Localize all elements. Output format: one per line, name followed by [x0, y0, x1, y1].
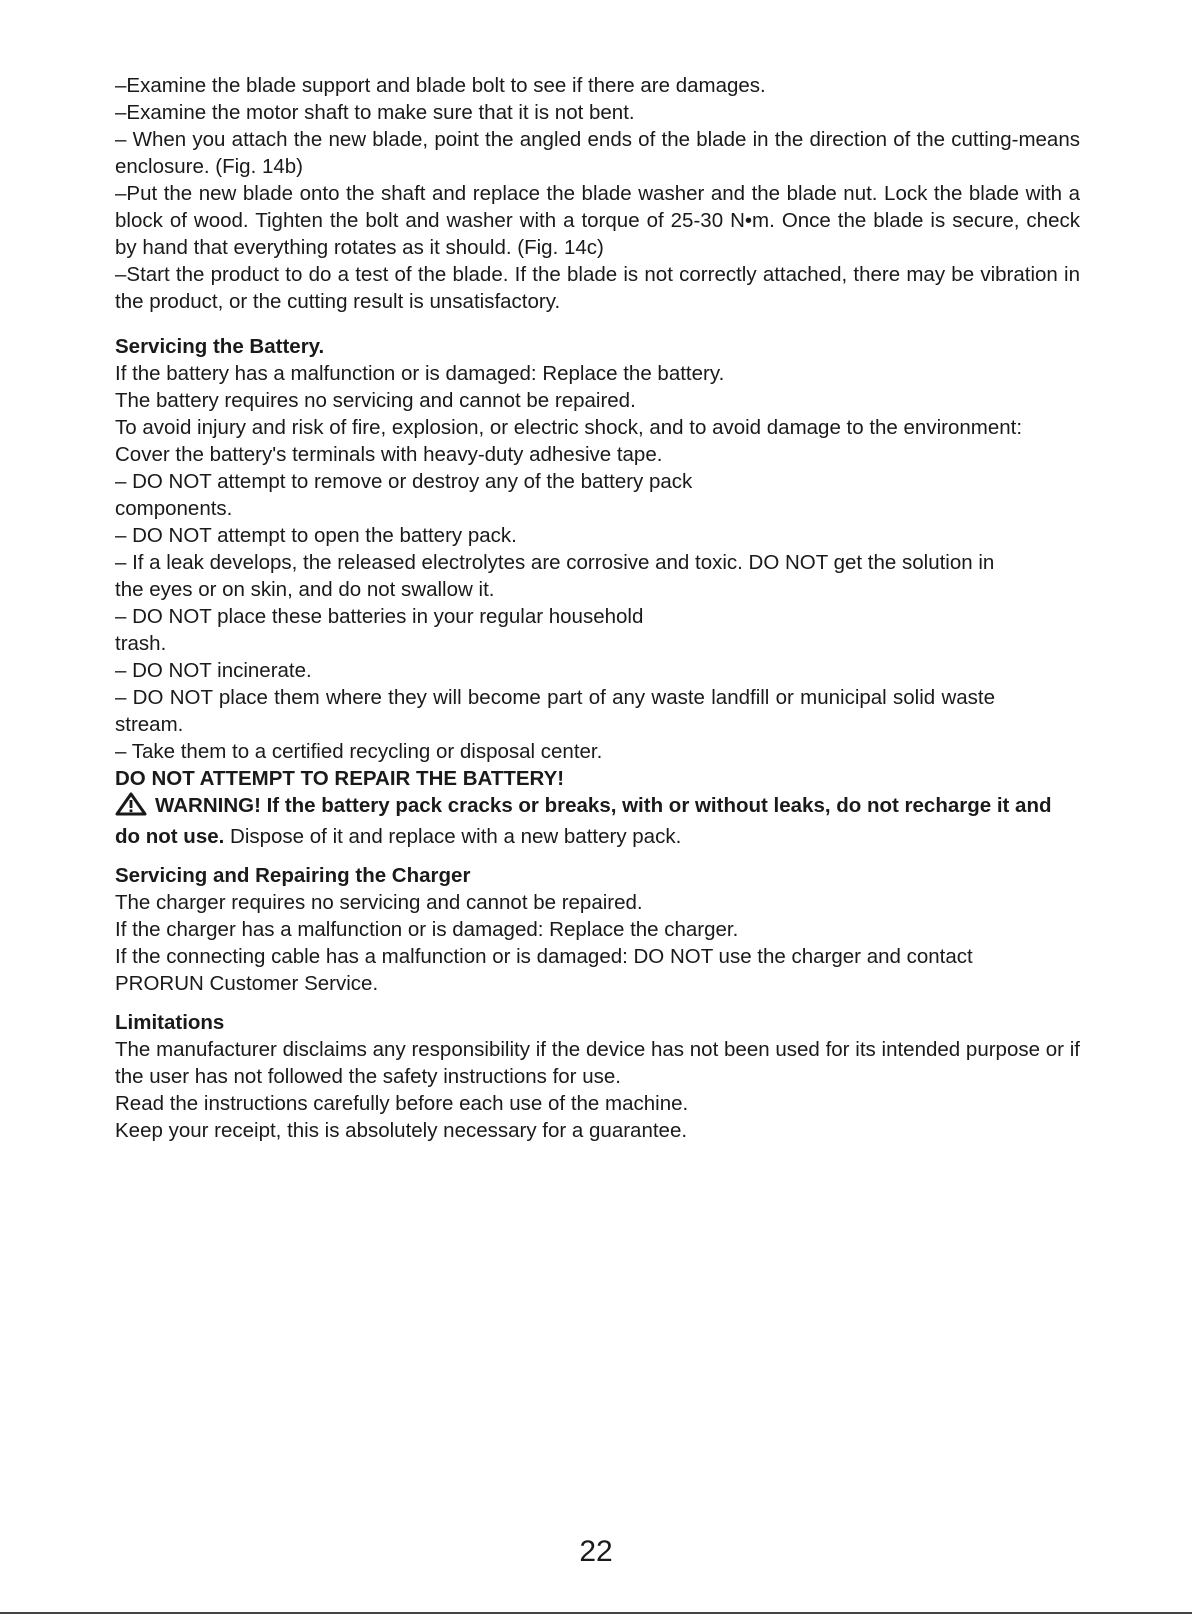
battery-line: To avoid injury and risk of fire, explosion, or electric shock, and to avoid damage to the environment: [115, 416, 1023, 439]
limitations-section [115, 1009, 1080, 1144]
battery-line: The battery requires no servicing and cannot be repaired. [115, 389, 636, 412]
charger-line: PRORUN Customer Service. [115, 972, 379, 995]
charger-line: If the connecting cable has a malfunction or is damaged: DO NOT use the charger and contact [115, 945, 973, 968]
blade-step: –Put the new blade onto the shaft and replace the blade washer and the blade nut. Lock the blade with a block of wood. Tighten the bolt and washer with a torque of 25-30 N•m. Once the blade is secure, check by hand that everything rotates as it should. (Fig. 14c) [115, 182, 1080, 259]
battery-line: the eyes or on skin, and do not swallow it. [115, 578, 495, 601]
battery-line: – DO NOT attempt to remove or destroy any of the battery pack [115, 470, 693, 493]
battery-line: – If a leak develops, the released electrolytes are corrosive and toxic. DO NOT get the solution in [115, 551, 995, 574]
charger-line: The charger requires no servicing and cannot be repaired. [115, 891, 643, 914]
battery-line: Cover the battery's terminals with heavy-duty adhesive tape. [115, 443, 663, 466]
limitations-line: Keep your receipt, this is absolutely necessary for a guarantee. [115, 1119, 688, 1142]
warning-triangle-icon [115, 792, 147, 823]
blade-step: –Examine the motor shaft to make sure that it is not bent. [115, 101, 635, 124]
limitations-line: Read the instructions carefully before each use of the machine. [115, 1092, 689, 1115]
battery-line: – DO NOT attempt to open the battery pack. [115, 524, 517, 547]
manual-page-content [115, 72, 1080, 1144]
battery-heading: Servicing the Battery. [115, 335, 325, 358]
limitations-intro: The manufacturer disclaims any responsibility if the device has not been used for its intended purpose or if the user has not followed the safety instructions for use. [115, 1038, 1080, 1088]
page-number: 22 [579, 1535, 613, 1568]
battery-line: components. [115, 497, 233, 520]
battery-warning-bold: WARNING! If the battery pack cracks or breaks, with or without leaks, do not recharge it and do not use. [115, 794, 1052, 848]
battery-landfill-line: – DO NOT place them where they will become part of any waste landfill or municipal solid waste stream. [115, 686, 995, 736]
battery-line: If the battery has a malfunction or is damaged: Replace the battery. [115, 362, 725, 385]
bottom-rule [0, 1612, 1192, 1614]
charger-heading: Servicing and Repairing the Charger [115, 864, 471, 887]
battery-warning-rest: Dispose of it and replace with a new battery pack. [224, 825, 682, 848]
blade-step: –Start the product to do a test of the blade. If the blade is not correctly attached, there may be vibration in the product, or the cutting result is unsatisfactory. [115, 263, 1080, 313]
limitations-heading: Limitations [115, 1011, 225, 1034]
blade-step: –Examine the blade support and blade bolt to see if there are damages. [115, 74, 766, 97]
charger-line: If the charger has a malfunction or is damaged: Replace the charger. [115, 918, 739, 941]
battery-warning-paragraph [115, 792, 1080, 850]
battery-section [115, 333, 1080, 850]
battery-line: – DO NOT incinerate. [115, 659, 312, 682]
battery-repair-warning: DO NOT ATTEMPT TO REPAIR THE BATTERY! [115, 767, 565, 790]
charger-section [115, 862, 1080, 997]
battery-line: trash. [115, 632, 167, 655]
battery-line: – DO NOT place these batteries in your regular household [115, 605, 644, 628]
blade-step: – When you attach the new blade, point the angled ends of the blade in the direction of the cutting-means enclosure. (Fig. 14b) [115, 128, 1080, 178]
blade-replacement-steps [115, 72, 1080, 315]
battery-recycle-line: – Take them to a certified recycling or disposal center. [115, 740, 603, 763]
